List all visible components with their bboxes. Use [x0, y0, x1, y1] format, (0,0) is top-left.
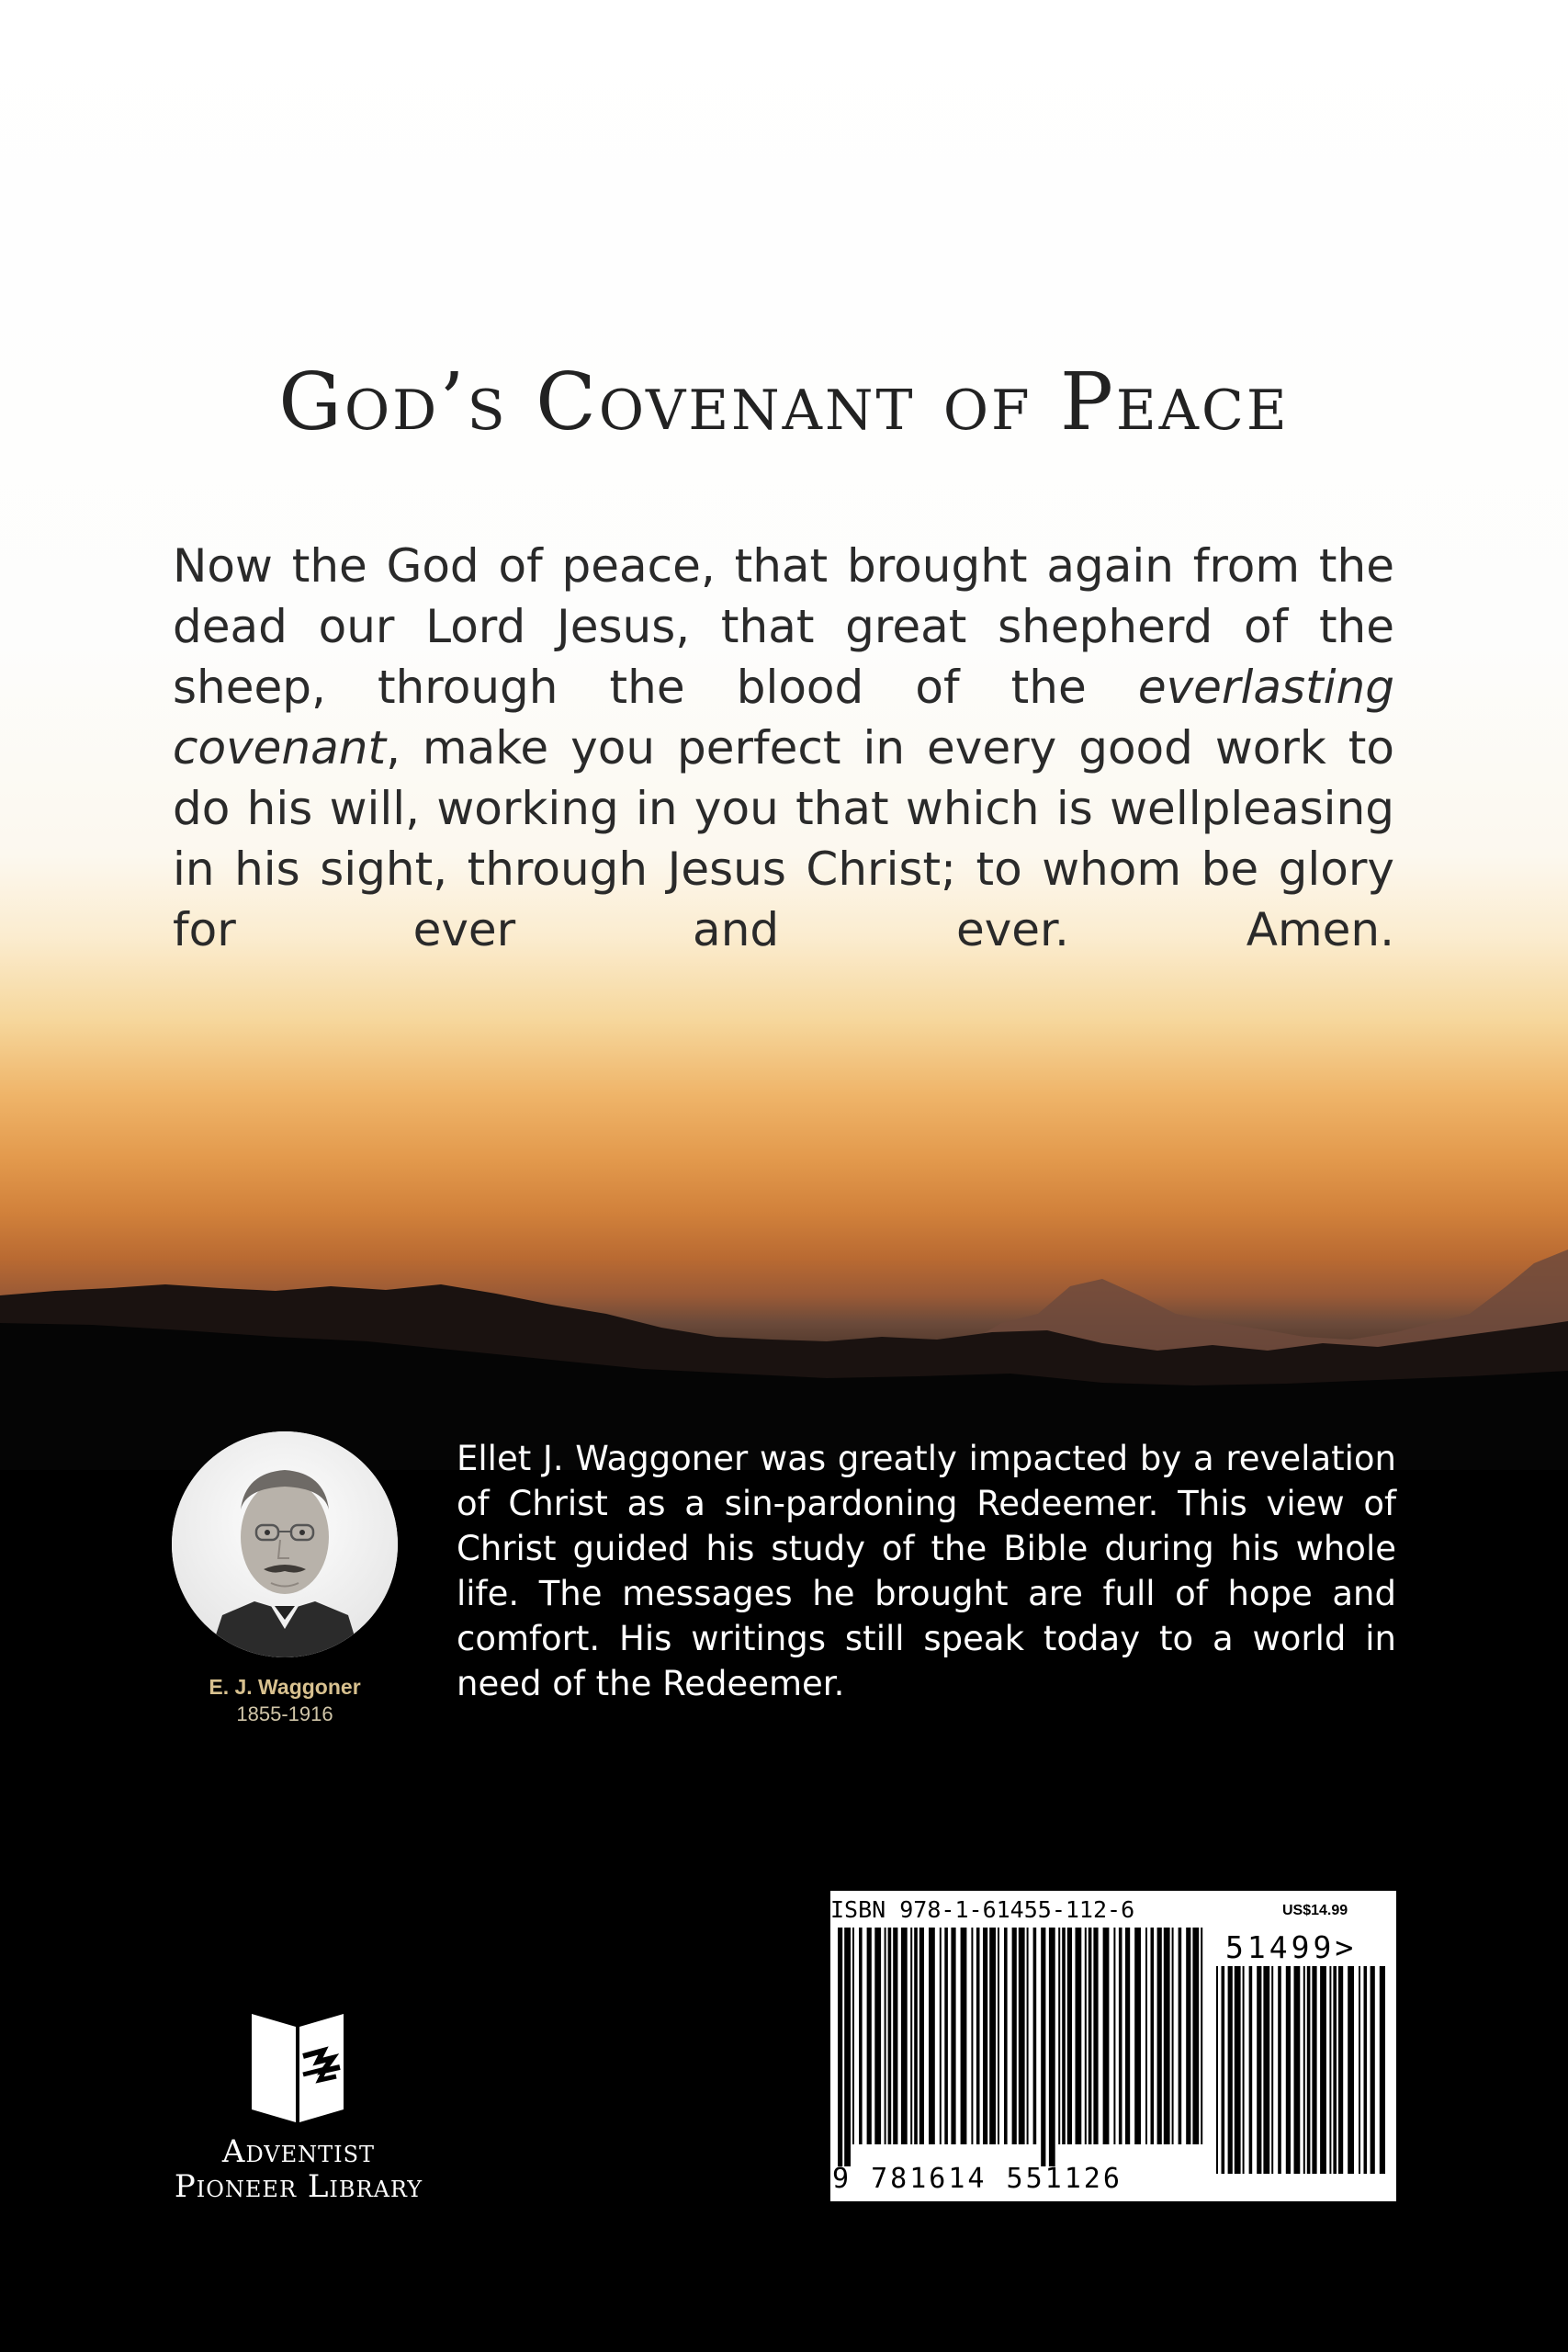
barcode-addon-number: 51499>: [1225, 1929, 1358, 1965]
barcode-bar: [1222, 1966, 1225, 2174]
verse-part-2: , make you perfect in every good work to do his will, working in you that which is wellpleasing in his sight, through Jesus Christ; to whom be glory for ever and ever. Amen.: [173, 721, 1394, 956]
barcode-bar: [1019, 1928, 1025, 2144]
barcode-bar: [1049, 1928, 1055, 2166]
barcode-bar: [1338, 1966, 1343, 2174]
barcode-bar: [1067, 1928, 1072, 2144]
barcode-bar: [893, 1928, 897, 2144]
barcode-bar: [1164, 1928, 1170, 2144]
isbn-number: ISBN 978-1-61455-112-6: [830, 1896, 1135, 1923]
barcode-bar: [1312, 1966, 1316, 2174]
barcode-bar: [1333, 1966, 1337, 2174]
book-title: God’s Covenant of Peace: [278, 356, 1290, 448]
barcode-bar: [1157, 1928, 1162, 2144]
barcode-bar: [1201, 1928, 1202, 2144]
barcode-bar: [1235, 1966, 1241, 2174]
barcode-bar: [1371, 1966, 1375, 2174]
barcode-bar: [1249, 1966, 1253, 2174]
barcode-bar: [1364, 1966, 1368, 2174]
barcode-bar: [929, 1928, 935, 2144]
scripture-verse: [173, 536, 1394, 960]
barcode-bar: [1145, 1928, 1147, 2144]
barcode-bar: [910, 1928, 912, 2144]
barcode-bar: [1192, 1928, 1199, 2144]
barcode-bar: [1263, 1966, 1269, 2174]
barcode-bar: [1216, 1966, 1218, 2174]
barcode-bar: [914, 1928, 918, 2144]
barcode-bar: [1380, 1966, 1385, 2174]
open-book-logo-icon: [248, 2014, 347, 2122]
barcode-bar: [1320, 1966, 1326, 2174]
barcode-bar: [1027, 1928, 1029, 2144]
barcode-bar: [888, 1928, 892, 2144]
barcode-bar: [1286, 1966, 1291, 2174]
barcode-bar: [1228, 1966, 1233, 2174]
barcode-bar: [901, 1928, 908, 2144]
publisher-name-line-1: Adventist: [221, 2133, 376, 2170]
barcode-bar: [1359, 1966, 1360, 2174]
barcode-bars-addon: [1214, 1966, 1385, 2196]
barcode-bar: [1033, 1928, 1037, 2144]
barcode-bar: [1172, 1928, 1174, 2144]
barcode-bar: [1076, 1928, 1082, 2144]
barcode-bar: [885, 1928, 886, 2144]
barcode-bar: [951, 1928, 955, 2144]
barcode-bar: [919, 1928, 924, 2144]
barcode-bar: [838, 1928, 842, 2166]
barcode-bar: [1278, 1966, 1281, 2174]
barcode-bar: [940, 1928, 942, 2144]
mountain-silhouette: [0, 1176, 1568, 1470]
barcode-bar: [1134, 1928, 1141, 2144]
barcode-bar: [1307, 1966, 1311, 2174]
barcode-bar: [1113, 1928, 1115, 2144]
barcode-bar: [971, 1928, 973, 2144]
barcode-bar: [1085, 1928, 1087, 2144]
barcode-bar: [1348, 1966, 1354, 2174]
author-bio: Ellet J. Waggoner was greatly impacted by a revelation of Christ as a sin-pardoning Redeemer. This view of Christ guided his study of the Bible during his whole life. The messages he brought are full of hope and comfort. His writings still speak today to a world in need of the Redeemer.: [457, 1439, 1396, 1703]
barcode-bar: [1186, 1928, 1190, 2144]
barcode-bar: [1271, 1966, 1273, 2174]
barcode-bar: [1294, 1966, 1301, 2174]
barcode-bar: [1329, 1966, 1331, 2174]
barcode-bar: [961, 1928, 967, 2144]
barcode-bar: [944, 1928, 948, 2144]
verse-part-1: Now the God of peace, that brought again from the dead our Lord Jesus, that great shepherd of the sheep, through the blood of the: [173, 539, 1394, 714]
barcode-bar: [1243, 1966, 1245, 2174]
author-years: 1855-1916: [236, 1702, 333, 1725]
ean-number: 9 781614 551126: [832, 2163, 1122, 2195]
barcode-bar: [989, 1928, 996, 2144]
barcode-bar: [1125, 1928, 1130, 2144]
barcode-bar: [1004, 1928, 1008, 2144]
barcode-bar: [859, 1928, 863, 2144]
price-label: US$14.99: [1282, 1903, 1348, 1918]
author-portrait: [172, 1431, 398, 1657]
barcode-bar: [1119, 1928, 1122, 2144]
barcode-bar: [1303, 1966, 1305, 2174]
barcode-bar: [852, 1928, 854, 2144]
barcode-bar: [1041, 1928, 1045, 2166]
barcode-bar: [874, 1928, 881, 2144]
isbn-barcode: [830, 1891, 1396, 2201]
barcode-bar: [1012, 1928, 1017, 2144]
barcode-bar: [1062, 1928, 1066, 2144]
barcode-bars-main: [836, 1928, 1207, 2166]
barcode-bar: [1093, 1928, 1098, 2144]
author-name: E. J. Waggoner: [209, 1675, 361, 1699]
barcode-bar: [1179, 1928, 1182, 2144]
barcode-bar: [867, 1928, 872, 2144]
barcode-bar: [1089, 1928, 1092, 2144]
barcode-bar: [1103, 1928, 1110, 2144]
barcode-bar: [844, 1928, 851, 2166]
barcode-bar: [1058, 1928, 1060, 2144]
barcode-bar: [998, 1928, 999, 2144]
barcode-bar: [976, 1928, 980, 2144]
publisher-name-line-2: Pioneer Library: [174, 2168, 423, 2205]
author-photo: [172, 1431, 398, 1657]
barcode-bar: [983, 1928, 987, 2144]
barcode-bar: [1151, 1928, 1155, 2144]
barcode-bar: [1257, 1966, 1261, 2174]
verse-text: [173, 536, 1394, 960]
verse-emphasis: everlasting covenant: [173, 661, 1394, 775]
